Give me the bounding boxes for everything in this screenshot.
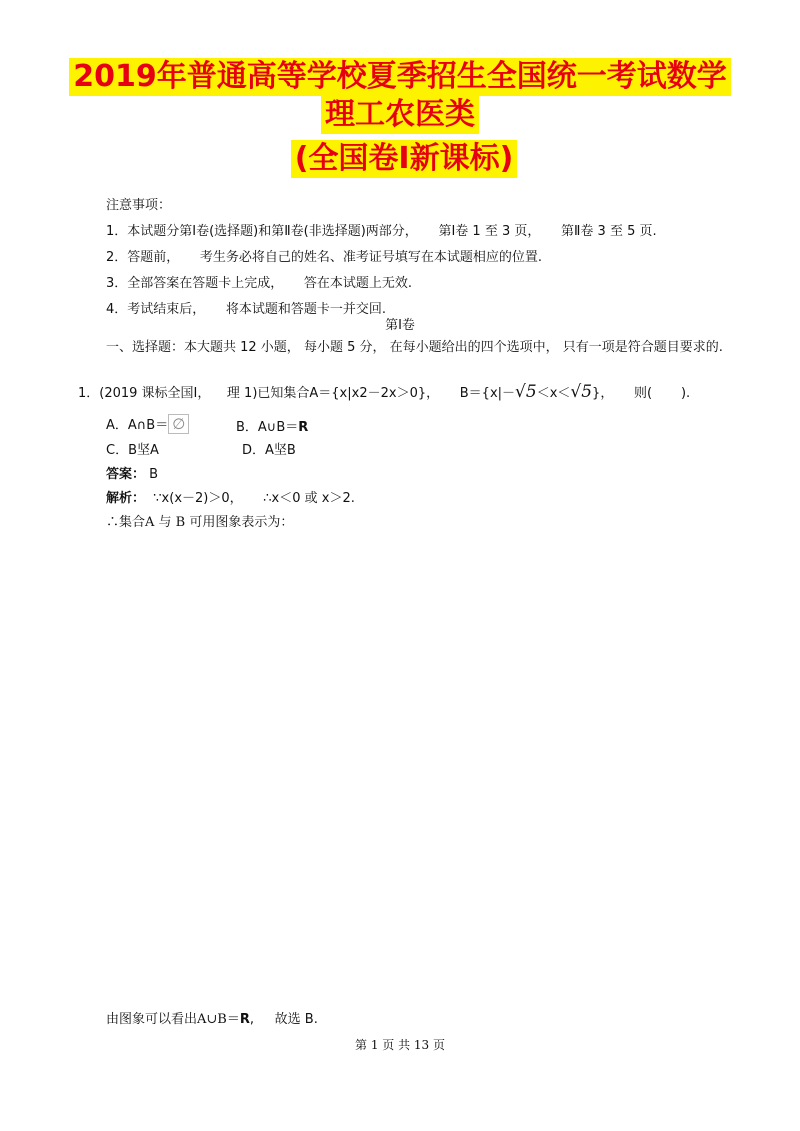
option-a-text: A．A∩B＝ [106, 418, 169, 433]
document-title [0, 58, 800, 178]
title-line-1: 2019年普通高等学校夏季招生全国统一考试数学 [69, 58, 731, 96]
question-stem-part: }， 则( ). [592, 386, 691, 401]
conclusion-bold: R [239, 1012, 250, 1027]
notes-heading: 注意事项： [106, 198, 172, 213]
title-line-2: 理工农医类 [321, 96, 479, 134]
answer-value: B [145, 467, 159, 482]
option-b-text: B．A∪B＝ [236, 420, 299, 435]
option-c: C．B坚A [106, 443, 159, 458]
note-item: 4．考试结束后， 将本试题和答题卡一并交回. [106, 302, 387, 317]
conclusion-prefix: 由图象可以看出A∪B＝ [106, 1012, 240, 1027]
analysis-label: 解析： [106, 491, 146, 506]
notes-section [106, 193, 657, 323]
note-item: 1．本试题分第Ⅰ卷(选择题)和第Ⅱ卷(非选择题)两部分， 第Ⅰ卷 1 至 3 页， 第Ⅱ卷 3 至 5 页. [106, 224, 657, 239]
note-item: 2．答题前， 考生务必将自己的姓名、准考证号填写在本试题相应的位置. [106, 250, 543, 265]
conclusion-suffix: , 故选 B. [249, 1012, 318, 1027]
volume-title: 第Ⅰ卷 [385, 318, 415, 333]
option-a [106, 414, 189, 434]
sqrt-five: √5 [515, 382, 537, 402]
note-item: 3．全部答案在答题卡上完成， 答在本试题上无效. [106, 276, 413, 291]
section-intro: 一、选择题：本大题共 12 小题， 每小题 5 分， 在每小题给出的四个选项中， 只有一项是符合题目要求的. [106, 340, 723, 355]
title-line-3: (全国卷Ⅰ新课标) [291, 140, 518, 178]
answer-label: 答案： [106, 467, 146, 482]
therefore-line: ∴集合A 与 B 可用图象表示为： [106, 515, 294, 530]
empty-set-symbol: ∅ [168, 414, 189, 434]
option-b [236, 416, 308, 435]
option-b-bold: R [298, 420, 309, 435]
option-d: D．A坚B [242, 443, 296, 458]
analysis-value: ∵x(x－2)＞0， ∴x＜0 或 x＞2. [145, 491, 355, 506]
answer-line [106, 463, 158, 482]
analysis-line [106, 487, 355, 506]
question-1-stem [78, 382, 690, 402]
conclusion-line [106, 1008, 318, 1027]
question-stem-part: ＜x＜ [536, 386, 571, 401]
sqrt-five: √5 [570, 382, 593, 402]
page-footer: 第 1 页 共 13 页 [355, 1038, 445, 1052]
question-stem-part: 1．(2019 课标全国Ⅰ， 理 1)已知集合A＝{x|x2－2x＞0}， B＝{x|－ [78, 386, 516, 401]
